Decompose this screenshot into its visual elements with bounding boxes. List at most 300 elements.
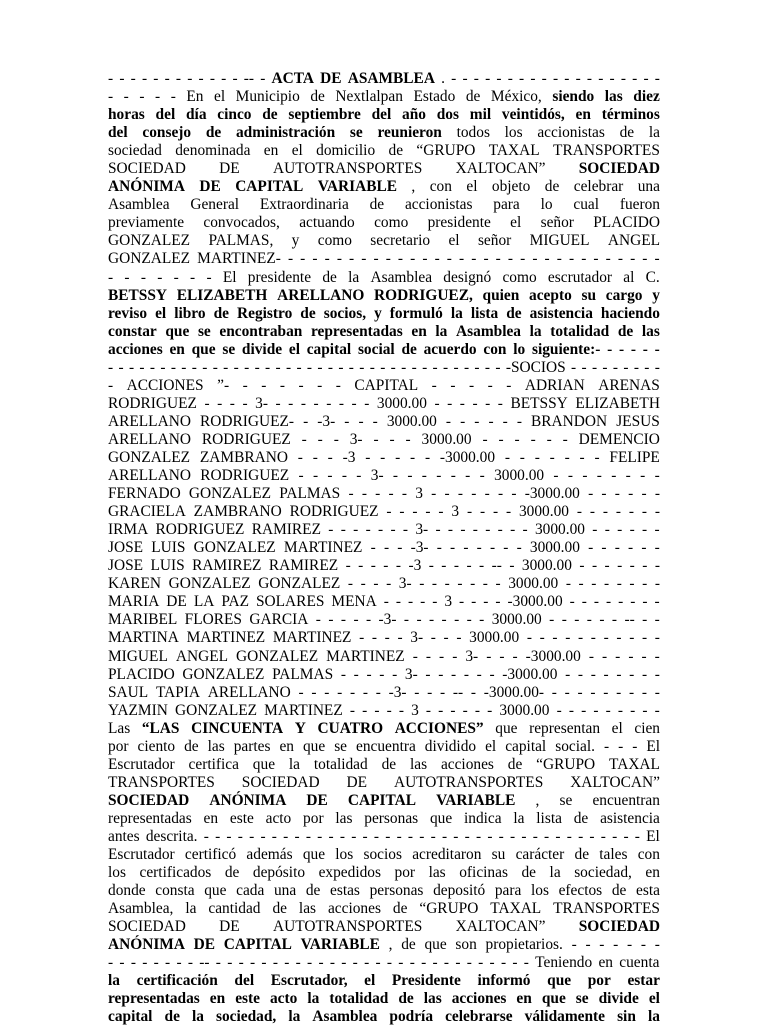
line-word: - xyxy=(642,521,648,539)
line-word: - xyxy=(422,358,428,376)
line-word: - xyxy=(594,448,600,466)
line-word: TAXAL xyxy=(609,755,660,773)
line-word: año xyxy=(402,106,426,124)
line-word: - xyxy=(592,521,598,539)
line-word: - xyxy=(630,250,636,268)
line-word: el xyxy=(291,142,303,160)
line-word: - xyxy=(629,629,635,647)
line-word: - xyxy=(329,954,335,972)
document-line xyxy=(108,1008,660,1026)
line-word: SOCIEDAD xyxy=(108,918,186,936)
document-line xyxy=(108,214,660,232)
line-word: representadas xyxy=(310,322,403,340)
line-word: - xyxy=(654,539,660,557)
line-word: - xyxy=(617,701,623,719)
line-word: XALTOCAN” xyxy=(570,773,660,791)
line-word: DE xyxy=(306,791,328,809)
line-word: - xyxy=(617,557,623,575)
line-word: - xyxy=(119,954,125,972)
line-word: GONZALEZ xyxy=(236,647,319,665)
line-word: de xyxy=(369,196,385,214)
line-word: General xyxy=(190,196,240,214)
line-word: ARENAS xyxy=(598,376,660,394)
line-word: RODRIGUEZ xyxy=(200,467,290,485)
line-word: - xyxy=(642,701,648,719)
line-word: - xyxy=(285,358,292,376)
line-word: - xyxy=(271,827,277,845)
line-word: - xyxy=(519,448,525,466)
line-word: - xyxy=(470,575,476,593)
line-word: - xyxy=(620,70,626,87)
line-word: y xyxy=(374,304,382,322)
line-word: SOCIEDAD xyxy=(108,791,190,809)
line-word: son xyxy=(455,936,477,954)
line-word: - xyxy=(365,448,371,466)
line-word: - xyxy=(312,250,318,268)
line-word: - xyxy=(333,430,339,448)
line-word: - xyxy=(552,629,558,647)
line-word: - xyxy=(254,358,260,376)
line-word: MIGUEL xyxy=(529,232,590,250)
line-word: - xyxy=(468,376,475,394)
line-word: IRMA xyxy=(108,521,149,539)
line-word: - xyxy=(534,448,540,466)
line-word: - xyxy=(654,683,660,701)
line-word: - xyxy=(451,665,457,683)
line-word: - xyxy=(519,70,525,87)
line-word: - xyxy=(373,250,379,268)
line-word: - xyxy=(375,485,381,503)
line-word: RAMIREZ xyxy=(192,557,262,575)
document-line xyxy=(108,774,660,792)
document-line xyxy=(108,720,660,738)
line-word: descrita. xyxy=(145,827,198,845)
line-word: TRANSPORTES xyxy=(108,773,215,791)
line-word: - xyxy=(633,358,639,376)
line-word: estas xyxy=(330,882,360,900)
document-line xyxy=(108,756,660,774)
line-word: que xyxy=(204,882,227,900)
line-word: DEMENCIO xyxy=(578,430,660,448)
line-word: acuerdo xyxy=(423,340,477,358)
line-word: - xyxy=(373,827,380,845)
line-word: celebrarse xyxy=(445,1008,513,1026)
line-word: DE xyxy=(320,70,342,87)
line-word: las xyxy=(409,755,428,773)
line-word: - xyxy=(487,376,493,394)
line-word: GONZALEZ xyxy=(258,575,341,593)
line-word: ZAMBRANO xyxy=(199,448,288,466)
line-word: - xyxy=(287,250,294,268)
line-word: 3- xyxy=(465,647,479,665)
line-word: - xyxy=(386,575,392,593)
line-word: - xyxy=(142,954,148,972)
line-word: - xyxy=(611,611,618,629)
line-word: - xyxy=(327,448,333,466)
line-word: en xyxy=(575,106,591,124)
line-word: - xyxy=(348,358,354,376)
line-word: RODRIGUEZ xyxy=(201,430,291,448)
line-word: - xyxy=(654,629,660,647)
line-word: por xyxy=(108,737,129,755)
line-word: - xyxy=(605,250,611,268)
line-word: - xyxy=(566,827,572,845)
line-word: - xyxy=(599,936,605,954)
line-word: - xyxy=(108,376,114,394)
line-word: ARELLANO xyxy=(108,430,191,448)
line-word: JOSE xyxy=(108,539,144,557)
line-word: - xyxy=(397,539,403,557)
line-word: las xyxy=(423,990,442,1008)
line-word: - xyxy=(249,827,255,845)
line-word: - xyxy=(552,70,559,87)
line-word: capital xyxy=(108,1008,153,1026)
line-word: ARELLANO xyxy=(277,286,365,304)
line-word: - xyxy=(340,521,346,539)
line-word: SOCIEDAD xyxy=(241,773,320,791)
line-word: lo xyxy=(540,196,553,214)
line-word: el xyxy=(510,214,522,232)
line-word: domicilio xyxy=(316,142,376,160)
line-word: - xyxy=(474,358,480,376)
line-word: - xyxy=(487,827,493,845)
line-word: acto xyxy=(265,809,292,827)
line-word: de xyxy=(398,990,414,1008)
line-word: - xyxy=(187,954,193,972)
line-word: el xyxy=(364,972,376,990)
line-word: - xyxy=(361,485,367,503)
line-word: los xyxy=(108,864,126,882)
line-word: - xyxy=(612,827,618,845)
line-word: de xyxy=(574,846,590,864)
line-word: - xyxy=(602,358,608,376)
document-line xyxy=(108,738,660,756)
line-word: - xyxy=(506,376,512,394)
line-word: - xyxy=(407,827,414,845)
line-word: - xyxy=(485,70,491,87)
line-word: KAREN xyxy=(108,575,162,593)
line-word: - xyxy=(328,611,334,629)
line-word: - xyxy=(128,358,135,376)
line-word: - xyxy=(432,593,438,611)
line-word: - xyxy=(238,954,244,972)
line-word: Extraordinaria xyxy=(259,196,349,214)
line-word: Escrutador xyxy=(108,846,175,864)
line-word: - xyxy=(487,701,493,719)
line-word: - xyxy=(237,827,243,845)
line-word: GONZALEZ xyxy=(108,448,191,466)
line-word: - xyxy=(401,485,408,503)
line-word: - xyxy=(451,70,457,87)
line-word: día xyxy=(185,106,207,124)
line-word: cargo xyxy=(605,286,643,304)
line-word: dividido xyxy=(424,737,477,755)
line-word: -3- xyxy=(378,611,397,629)
line-word: - xyxy=(530,430,536,448)
line-word: las xyxy=(335,809,353,827)
line-word: - xyxy=(465,467,471,485)
document-line xyxy=(108,178,660,196)
line-word: - xyxy=(486,647,492,665)
line-word: cada xyxy=(236,882,265,900)
line-word: representadas xyxy=(108,809,192,827)
line-word: - xyxy=(229,394,235,412)
line-word: - xyxy=(641,539,647,557)
line-word: - xyxy=(478,954,484,972)
line-word: - xyxy=(450,376,456,394)
line-word: - xyxy=(436,467,442,485)
line-word: - xyxy=(454,611,460,629)
line-word: - xyxy=(455,954,461,972)
document-line xyxy=(108,702,660,720)
line-word: - xyxy=(326,394,332,412)
line-word: depósito xyxy=(252,864,306,882)
line-word: SOLARES xyxy=(255,593,325,611)
line-word: se xyxy=(222,340,236,358)
line-word: - xyxy=(654,358,660,376)
line-word: la xyxy=(648,124,660,142)
line-word: la xyxy=(185,900,197,918)
line-word: - xyxy=(402,521,409,539)
line-word: - xyxy=(447,394,453,412)
line-word: - xyxy=(340,665,346,683)
document-line xyxy=(108,918,660,936)
line-word: - xyxy=(555,827,561,845)
line-word: - xyxy=(403,611,410,629)
line-word: - xyxy=(644,358,650,376)
line-word: - xyxy=(335,376,341,394)
line-word: de xyxy=(611,882,627,900)
line-word: CINCUENTA xyxy=(191,719,284,737)
line-word: de xyxy=(381,755,397,773)
line-word: Escrutador xyxy=(108,755,175,773)
line-word: - xyxy=(313,394,319,412)
line-word: - xyxy=(641,683,648,701)
line-word: - xyxy=(588,539,594,557)
line-word: del xyxy=(371,106,392,124)
line-word: previamente xyxy=(108,214,185,232)
line-word: - xyxy=(623,827,629,845)
line-word: GONZALEZ xyxy=(108,250,191,268)
line-word: - xyxy=(434,250,440,268)
line-word: - xyxy=(483,593,489,611)
line-word: Asamblea xyxy=(108,196,170,214)
line-word: - xyxy=(215,827,221,845)
line-word: - xyxy=(407,593,414,611)
line-word: MARIBEL xyxy=(108,611,178,629)
line-word: - xyxy=(614,539,620,557)
line-word: - xyxy=(556,701,562,719)
line-word: - xyxy=(217,394,223,412)
line-word: “GRUPO xyxy=(416,142,476,160)
line-word: personas xyxy=(369,882,424,900)
line-word: - xyxy=(628,539,634,557)
document-line xyxy=(108,810,660,828)
line-word: - xyxy=(603,665,609,683)
line-word: - xyxy=(532,250,538,268)
line-word: - xyxy=(495,358,501,376)
line-word: dos xyxy=(436,106,459,124)
line-word: DE xyxy=(193,936,216,954)
document-line xyxy=(108,467,660,485)
line-word: de xyxy=(322,268,337,286)
line-word: la xyxy=(108,972,120,990)
line-word: - xyxy=(198,70,204,87)
line-word: - xyxy=(586,611,592,629)
line-word: - xyxy=(569,593,575,611)
line-word: - xyxy=(489,539,496,557)
line-word: 3000.00 xyxy=(494,467,545,485)
document-line xyxy=(108,106,660,124)
line-word: SOCIEDAD xyxy=(108,160,186,178)
document-line xyxy=(108,846,660,864)
line-word: - xyxy=(471,485,477,503)
line-word: - xyxy=(351,827,357,845)
document-line xyxy=(108,196,660,214)
line-word: - xyxy=(641,629,648,647)
line-word: escrutador xyxy=(547,268,613,286)
line-word: - xyxy=(223,358,229,376)
document-line xyxy=(108,521,660,539)
line-word: de xyxy=(184,737,199,755)
line-word: - xyxy=(108,88,114,106)
line-word: como xyxy=(502,268,537,286)
line-word: - xyxy=(441,611,447,629)
line-word: - xyxy=(312,467,319,485)
line-word: - xyxy=(453,358,459,376)
line-word: - xyxy=(301,430,307,448)
line-word: 3- xyxy=(349,430,363,448)
line-word: - xyxy=(419,575,425,593)
line-word: - xyxy=(165,954,171,972)
line-word: la xyxy=(191,1008,204,1026)
line-word: - xyxy=(616,575,622,593)
line-word: -3- xyxy=(388,683,407,701)
line-word: - xyxy=(298,376,304,394)
line-word: informó xyxy=(477,972,531,990)
line-word: - xyxy=(139,88,145,106)
line-word: - xyxy=(344,412,350,430)
line-word: - xyxy=(459,593,465,611)
line-word: - xyxy=(445,412,452,430)
line-word: - xyxy=(495,250,501,268)
line-word: - xyxy=(629,683,635,701)
line-word: de xyxy=(401,936,416,954)
line-word: donde xyxy=(108,882,146,900)
line-word: - xyxy=(615,503,621,521)
line-word: 3000.00 xyxy=(386,412,437,430)
line-word: -- xyxy=(243,70,255,87)
line-word: - xyxy=(364,954,370,972)
line-word: - xyxy=(305,827,311,845)
line-word: - xyxy=(640,467,646,485)
line-word: - xyxy=(470,683,477,701)
line-word: - xyxy=(598,70,604,87)
line-word: - xyxy=(484,485,490,503)
line-word: - xyxy=(227,954,233,972)
line-word: - xyxy=(596,467,602,485)
line-word: - xyxy=(339,827,345,845)
line-word: - xyxy=(395,593,401,611)
line-word: de xyxy=(205,124,222,142)
document-line xyxy=(108,954,660,972)
line-word: denominada xyxy=(175,142,251,160)
line-word: - xyxy=(212,358,218,376)
line-word: certificados xyxy=(139,864,212,882)
line-word: de xyxy=(272,900,287,918)
line-word: lo xyxy=(513,340,526,358)
line-word: - xyxy=(471,250,477,268)
line-word: AUTOTRANSPORTES xyxy=(273,160,423,178)
line-word: - xyxy=(431,575,438,593)
line-word: MENA xyxy=(331,593,377,611)
line-word: para xyxy=(494,882,522,900)
line-word: del xyxy=(155,106,176,124)
line-word: - xyxy=(383,557,389,575)
line-word: el xyxy=(611,719,623,737)
line-word: - xyxy=(390,521,396,539)
line-word: - xyxy=(505,503,512,521)
document-line xyxy=(108,377,660,395)
line-word: MARTINEZ xyxy=(186,629,266,647)
line-word: - xyxy=(460,521,466,539)
line-word: - xyxy=(181,358,187,376)
line-word: - xyxy=(459,394,465,412)
line-word: administración xyxy=(235,124,336,142)
line-word: actuando xyxy=(299,214,355,232)
line-word: - xyxy=(108,268,114,286)
line-word: - xyxy=(497,394,503,412)
line-word: - xyxy=(609,70,615,87)
line-word: expedidos xyxy=(318,864,381,882)
line-word: - xyxy=(385,827,391,845)
line-word: - xyxy=(431,376,437,394)
line-word: - xyxy=(496,70,502,87)
line-word: social xyxy=(357,340,395,358)
line-word: -3000.00 xyxy=(507,593,563,611)
line-word: Asamblea xyxy=(456,322,521,340)
line-word: - xyxy=(606,593,612,611)
line-word: - xyxy=(359,629,365,647)
line-word: - xyxy=(474,701,481,719)
line-word: VARIABLE xyxy=(300,936,380,954)
line-word: - xyxy=(204,394,210,412)
line-word: - xyxy=(466,557,472,575)
line-word: - xyxy=(479,611,485,629)
line-word: - xyxy=(360,575,366,593)
line-word: - xyxy=(300,250,306,268)
line-word: Asamblea, xyxy=(108,900,174,918)
line-word: accionistas xyxy=(404,196,473,214)
line-word: SOCIEDAD xyxy=(578,918,660,936)
line-word: presidente xyxy=(427,214,491,232)
line-word: - xyxy=(373,575,379,593)
line-word: Registro xyxy=(237,304,293,322)
line-word: - xyxy=(479,557,485,575)
line-word: LUIS xyxy=(151,539,186,557)
line-word: el xyxy=(648,990,660,1008)
line-word: - xyxy=(463,539,469,557)
line-word: - xyxy=(630,340,637,358)
line-word: y xyxy=(291,232,300,250)
line-word: en xyxy=(279,737,294,755)
line-word: una xyxy=(273,882,297,900)
line-word: asistencia xyxy=(600,809,660,827)
line-word: en xyxy=(411,322,427,340)
line-word: - xyxy=(629,575,635,593)
line-word: - xyxy=(578,827,584,845)
line-word: septiembre xyxy=(288,106,361,124)
